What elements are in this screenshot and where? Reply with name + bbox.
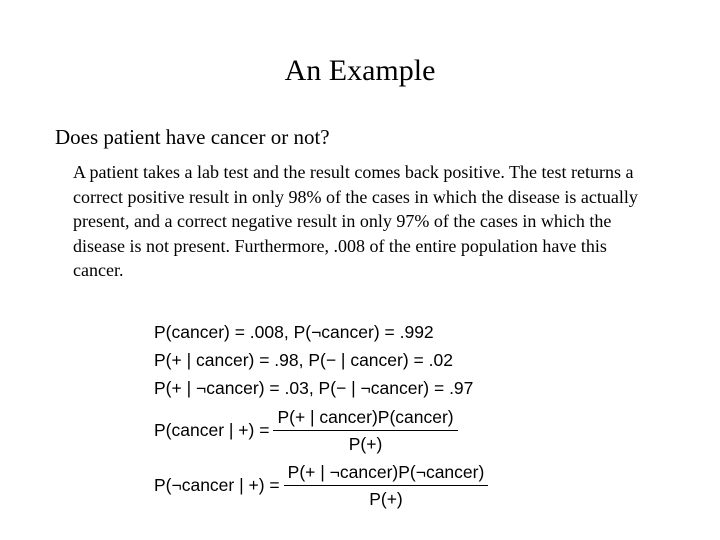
- posterior-no-cancer-lhs: P(¬cancer | +) =: [154, 475, 280, 495]
- equation-posterior-no-cancer: [154, 461, 488, 510]
- posterior-cancer-lhs: P(cancer | +) =: [154, 420, 270, 440]
- equation-likelihood-no-cancer: P(+ | ¬cancer) = .03, P(− | ¬cancer) = .97: [154, 378, 474, 398]
- posterior-cancer-numerator: P(+ | cancer)P(cancer): [273, 406, 457, 431]
- posterior-cancer-fraction: [273, 406, 457, 455]
- equation-block: [154, 318, 488, 510]
- equation-posterior-cancer: [154, 406, 488, 455]
- posterior-no-cancer-fraction: [284, 461, 489, 510]
- problem-paragraph: A patient takes a lab test and the result comes back positive. The test returns a correct positive result in only 98% of the cases in which the disease is actually present, and a correct negative result in only 97% of the cases in which the disease is not present. Furthermore, .008 of the entire population have this cancer.: [73, 162, 638, 280]
- slide-title: An Example: [284, 54, 436, 87]
- posterior-no-cancer-denominator: P(+): [369, 489, 403, 509]
- posterior-no-cancer-numerator: P(+ | ¬cancer)P(¬cancer): [284, 461, 489, 486]
- posterior-cancer-denominator: P(+): [348, 434, 383, 454]
- question-heading: Does patient have cancer or not?: [55, 125, 330, 149]
- equation-prior: P(cancer) = .008, P(¬cancer) = .992: [154, 322, 434, 342]
- equation-likelihood-cancer: P(+ | cancer) = .98, P(− | cancer) = .02: [154, 350, 453, 370]
